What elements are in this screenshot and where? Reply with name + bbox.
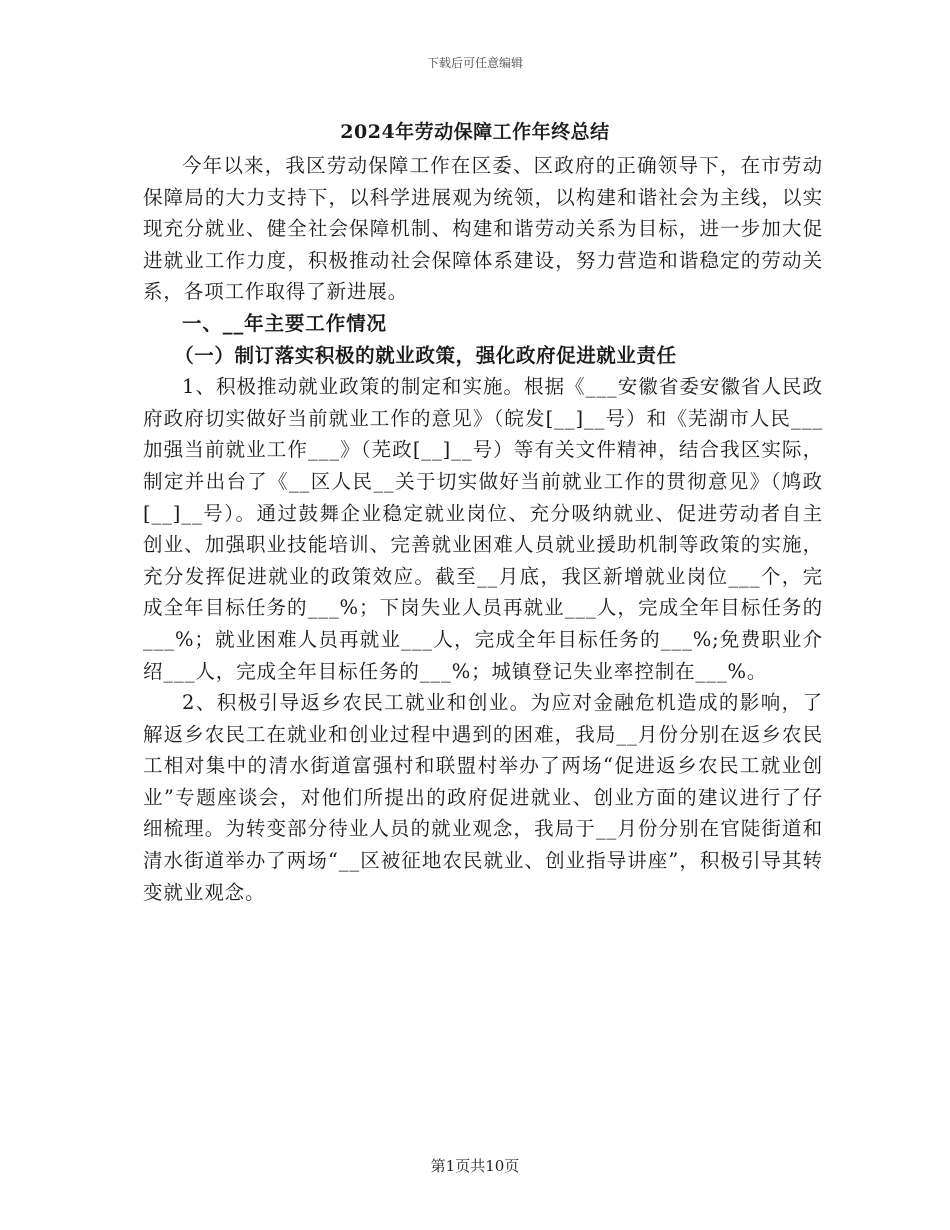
paragraph-2: 2、积极引导返乡农民工就业和创业。为应对金融危机造成的影响，了解返乡农民工在就业和创业过程中遇到的困难，我局__月份分别在返乡农民工相对集中的清水街道富强村和联盟村举办了两场“促进返乡农民工就业创业”专题座谈会，对他们所提出的政府促进就业、创业方面的建议进行了仔细梳理。为转变部分待业人员的就业观念，我局于__月份分别在官陡街道和清水街道举办了两场“__区被征地农民就业、创业指导讲座”，积极引导其转变就业观念。	[143, 691, 823, 904]
section-heading: 一、__年主要工作情况	[182, 311, 387, 335]
document-title: 2024年劳动保障工作年终总结	[340, 121, 610, 143]
document-body	[143, 150, 823, 908]
page-footer: 第1页共10页	[430, 1157, 520, 1175]
intro-paragraph: 今年以来，我区劳动保障工作在区委、区政府的正确领导下，在市劳动保障局的大力支持下，以科学进展观为统领，以构建和谐社会为主线，以实现充分就业、健全社会保障机制、构建和谐劳动关系为目标，进一步加大促进就业工作力度，积极推动社会保障体系建设，努力营造和谐稳定的劳动关系，各项工作取得了新进展。	[143, 154, 823, 304]
paragraph-1: 1、积极推动就业政策的制定和实施。根据《___安徽省委安徽省人民政府政府切实做好当前就业工作的意见》（皖发[__]__号）和《芜湖市人民___加强当前就业工作___》（芜政[__]__号）等有关文件精神，结合我区实际，制定并出台了《__区人民__关于切实做好当前就业工作的贯彻意见》（鸠政[__]__号）。通过鼓舞企业稳定就业岗位、充分吸纳就业、促进劳动者自主创业、加强职业技能培训、完善就业困难人员就业援助机制等政策的实施，充分发挥促进就业的政策效应。截至__月底，我区新增就业岗位___个，完成全年目标任务的___%；下岗失业人员再就业___人，完成全年目标任务的___%；就业困难人员再就业___人，完成全年目标任务的___%;免费职业介绍___人，完成全年目标任务的___%；城镇登记失业率控制在___%。	[143, 375, 823, 683]
subsection-heading: （一）制订落实积极的就业政策，强化政府促进就业责任	[174, 343, 677, 367]
header-note: 下载后可任意编辑	[426, 56, 523, 70]
